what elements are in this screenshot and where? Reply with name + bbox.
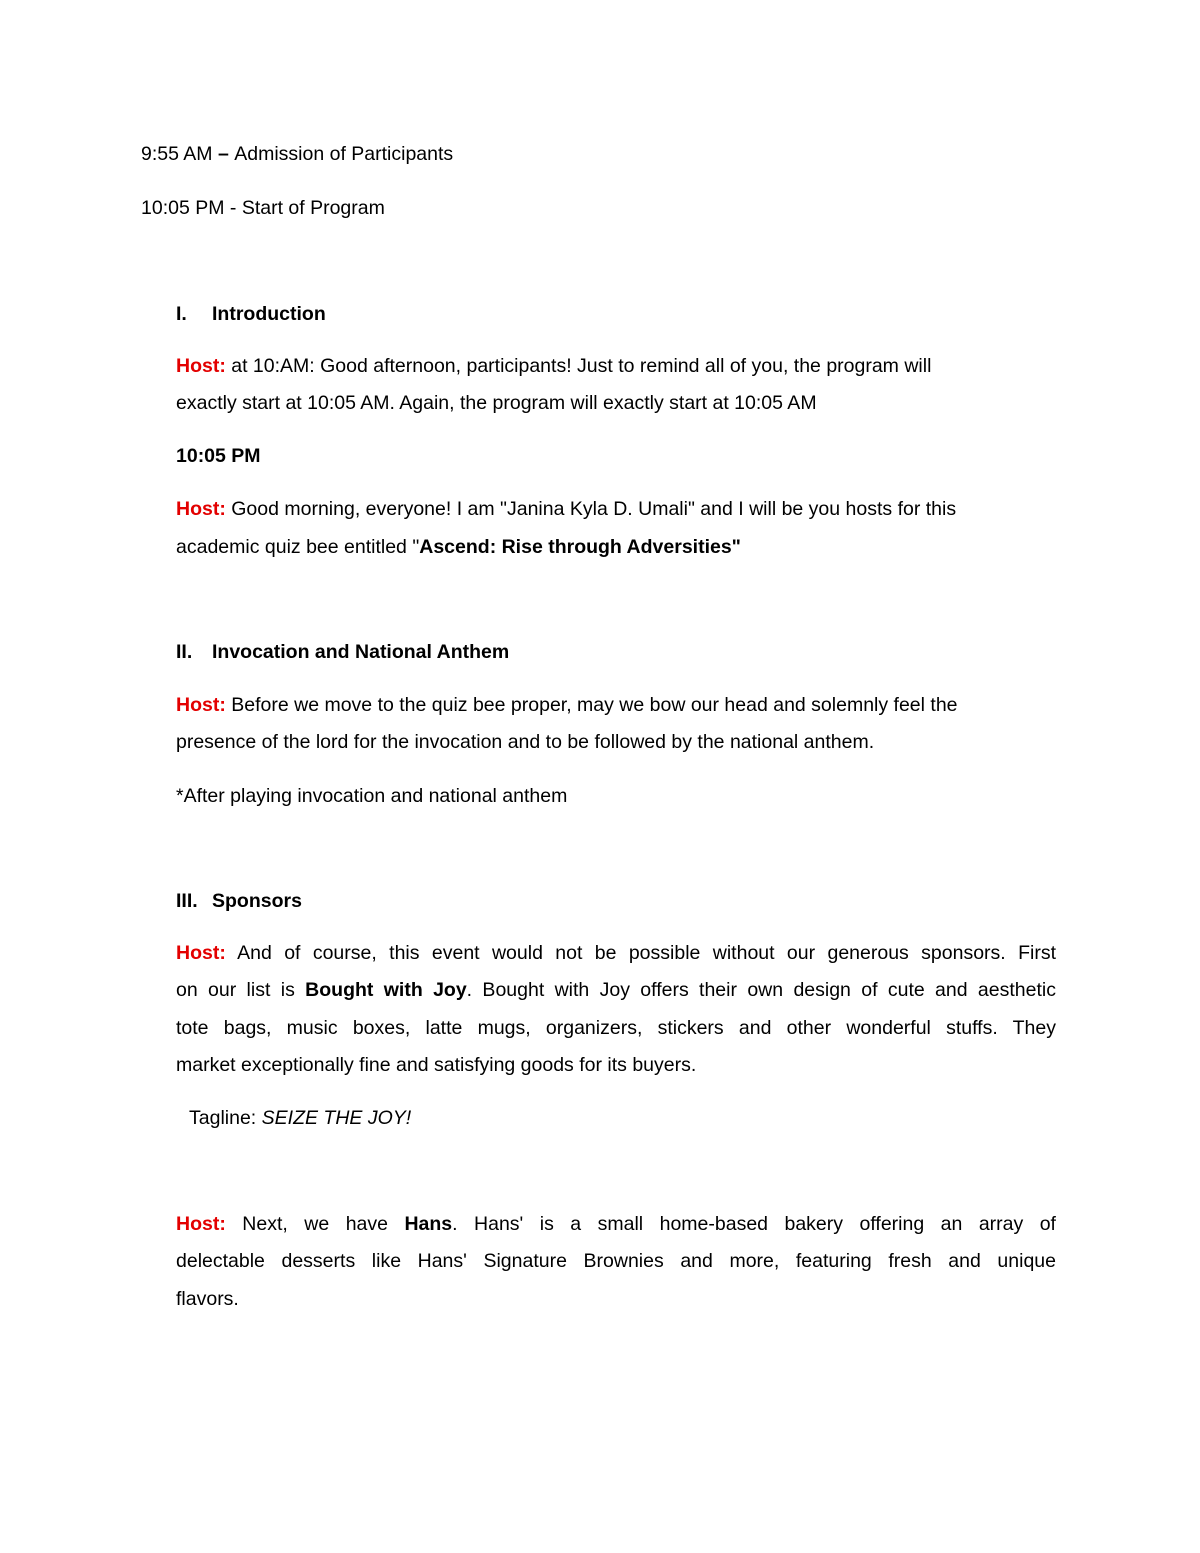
invocation-note: *After playing invocation and national anthem [176, 785, 568, 807]
start-time: 10:05 PM [141, 197, 225, 219]
host-label: Host: [176, 694, 226, 716]
section-number: II. [176, 641, 193, 663]
section-number: III. [176, 890, 198, 912]
sponsors-text-5a: Next, we have [225, 1213, 405, 1235]
sponsors-text-2b: . Bought with Joy offers their own design of cute and aesthetic [466, 979, 1056, 1001]
host-label: Host: [176, 942, 226, 964]
tagline [189, 1106, 411, 1130]
sponsors-text-2a: on our list is [176, 979, 306, 1001]
sponsor-name: Hans [404, 1213, 453, 1235]
admission-time: 9:55 AM [141, 143, 213, 165]
start-label: Start of Program [241, 197, 385, 219]
invocation-line-2: presence of the lord for the invocation and to be followed by the national anthem. [176, 731, 875, 753]
intro-line-2: exactly start at 10:05 AM. Again, the program will exactly start at 10:05 AM [176, 392, 817, 414]
admission-label: Admission of Participants [234, 143, 454, 165]
start-dash: - [224, 197, 242, 219]
sponsors-text-5b: . Hans' is a small home-based bakery offering an array of [452, 1213, 1056, 1235]
sponsors-host-line-5 [176, 1212, 1056, 1236]
intro-host-line-3 [176, 497, 956, 521]
sponsors-line-2 [176, 978, 1056, 1002]
invocation-host-line-1 [176, 693, 958, 717]
sponsors-line-4: market exceptionally fine and satisfying goods for its buyers. [176, 1054, 697, 1076]
intro-line-4 [176, 535, 741, 559]
sponsors-text-1: And of course, this event would not be possible without our generous sponsors. First [225, 942, 1056, 964]
sponsors-host-line-1 [176, 941, 1056, 965]
intro-text-3: Good morning, everyone! I am "Janina Kyla D. Umali" and I will be you hosts for this [225, 498, 957, 520]
intro-text-1: at 10:AM: Good afternoon, participants! Just to remind all of you, the program will [225, 355, 932, 377]
tagline-label: Tagline: [189, 1107, 262, 1129]
event-title: Ascend: Rise through Adversities" [419, 536, 741, 558]
section-title: Invocation and National Anthem [212, 641, 510, 663]
section-title: Sponsors [212, 890, 302, 912]
time-heading: 10:05 PM [176, 445, 261, 467]
sponsors-line-6: delectable desserts like Hans' Signature Brownies and more, featuring fresh and unique [176, 1250, 1056, 1272]
section-heading-introduction [176, 302, 326, 326]
host-label: Host: [176, 355, 226, 377]
sponsor-name: Bought with Joy [305, 979, 467, 1001]
section-title: Introduction [212, 303, 326, 325]
intro-text-4: academic quiz bee entitled " [176, 536, 420, 558]
host-label: Host: [176, 1213, 226, 1235]
host-label: Host: [176, 498, 226, 520]
sponsors-line-3: tote bags, music boxes, latte mugs, organizers, stickers and other wonderful stuffs. They [176, 1017, 1056, 1039]
admission-dash: – [212, 143, 235, 165]
section-heading-invocation [176, 640, 509, 664]
section-number: I. [176, 303, 187, 325]
sponsors-line-7: flavors. [176, 1288, 239, 1310]
intro-host-line-1 [176, 354, 931, 378]
schedule-admission [141, 142, 453, 166]
tagline-text: SEIZE THE JOY! [261, 1107, 412, 1129]
invocation-text-1: Before we move to the quiz bee proper, may we bow our head and solemnly feel the [225, 694, 958, 716]
section-heading-sponsors [176, 889, 302, 913]
schedule-start [141, 196, 385, 220]
